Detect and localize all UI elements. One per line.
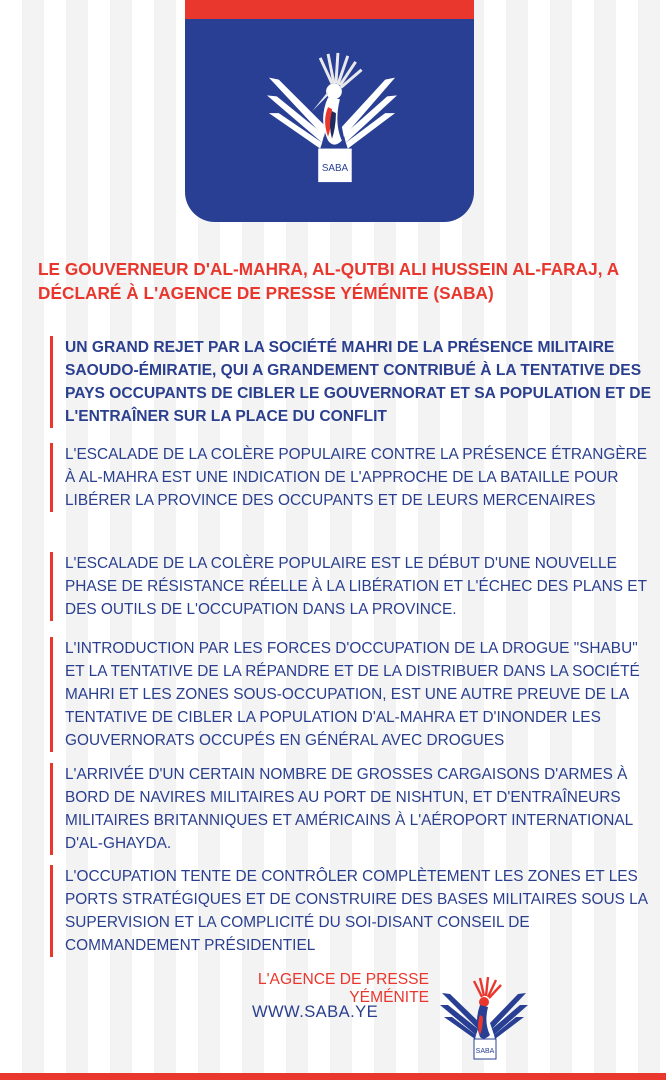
statement-text: L'ARRIVÉE D'UN CERTAIN NOMBRE DE GROSSES CARGAISONS D'ARMES À BORD DE NAVIRES MILITAIRES AU PORT DE NISHTUN, ET D'ENTRAÎNEURS MILITAIRES BRITANNIQUES ET AMÉRICAINS À L'AÉROPORT INTERNATIONAL D'AL-GHAYDA. [65,766,633,852]
statement-item [50,552,655,621]
footer-website-link[interactable]: WWW.SABA.YE [251,1002,379,1021]
svg-text:SABA: SABA [321,163,349,175]
statement-item [50,336,655,428]
svg-text:SABA: SABA [475,1048,495,1055]
statement-text: L'OCCUPATION TENTE DE CONTRÔLER COMPLÈTEMENT LES ZONES ET LES PORTS STRATÉGIQUES ET DE CONSTRUIRE DES BASES MILITAIRES SOUS LA SUPERVISION ET LA COMPLICITÉ DU SOI-DISANT CONSEIL DE COMMANDEMENT PRÉSIDENTIEL [65,868,648,954]
footer-agency-name: L'AGENCE DE PRESSE YÉMÉNITE [257,971,429,1006]
statement-item [50,637,655,752]
statement-text: UN GRAND REJET PAR LA SOCIÉTÉ MAHRI DE LA PRÉSENCE MILITAIRE SAOUDO-ÉMIRATIE, QUI A GRANDEMENT CONTRIBUÉ À LA TENTATIVE DES PAYS OCCUPANTS DE CIBLER LE GOUVERNORAT ET SA POPULATION ET DE L'ENTRAÎNER SUR LA PLACE DU CONFLIT [65,339,651,425]
statement-text: L'ESCALADE DE LA COLÈRE POPULAIRE EST LE DÉBUT D'UNE NOUVELLE PHASE DE RÉSISTANCE RÉELLE À LA LIBÉRATION ET L'ÉCHEC DES PLANS ET DES OUTILS DE L'OCCUPATION DANS LA PROVINCE. [65,555,647,618]
header-logo-banner [185,19,474,222]
headline: LE GOUVERNEUR D'AL-MAHRA, AL-QUTBI ALI HUSSEIN AL-FARAJ, A DÉCLARÉ À L'AGENCE DE PRESSE YÉMÉNITE (SABA) [38,259,619,303]
statement-item [50,865,655,957]
footer-red-band [0,1073,666,1080]
statement-text: L'ESCALADE DE LA COLÈRE POPULAIRE CONTRE LA PRÉSENCE ÉTRANGÈRE À AL-MAHRA EST UNE INDICATION DE L'APPROCHE DE LA BATAILLE POUR LIBÉRER LA PROVINCE DES OCCUPANTS ET DE LEURS MERCENAIRES [65,446,647,509]
header-red-band [185,0,474,19]
saba-eagle-logo-icon [263,49,401,189]
statement-text: L'INTRODUCTION PAR LES FORCES D'OCCUPATION DE LA DROGUE "SHABU" ET LA TENTATIVE DE LA RÉPANDRE ET DE LA DISTRIBUER DANS LA SOCIÉTÉ MAHRI ET LES ZONES SOUS-OCCUPATION, EST UNE AUTRE PREUVE DE LA TENTATIVE DE CIBLER LA POPULATION D'AL-MAHRA ET D'INONDER LES GOUVERNORATS OCCUPÉS EN GÉNÉRAL AVEC DROGUES [65,640,640,749]
saba-eagle-logo-small-icon [438,975,530,1061]
statement-item [50,763,655,855]
statement-item [50,443,655,512]
